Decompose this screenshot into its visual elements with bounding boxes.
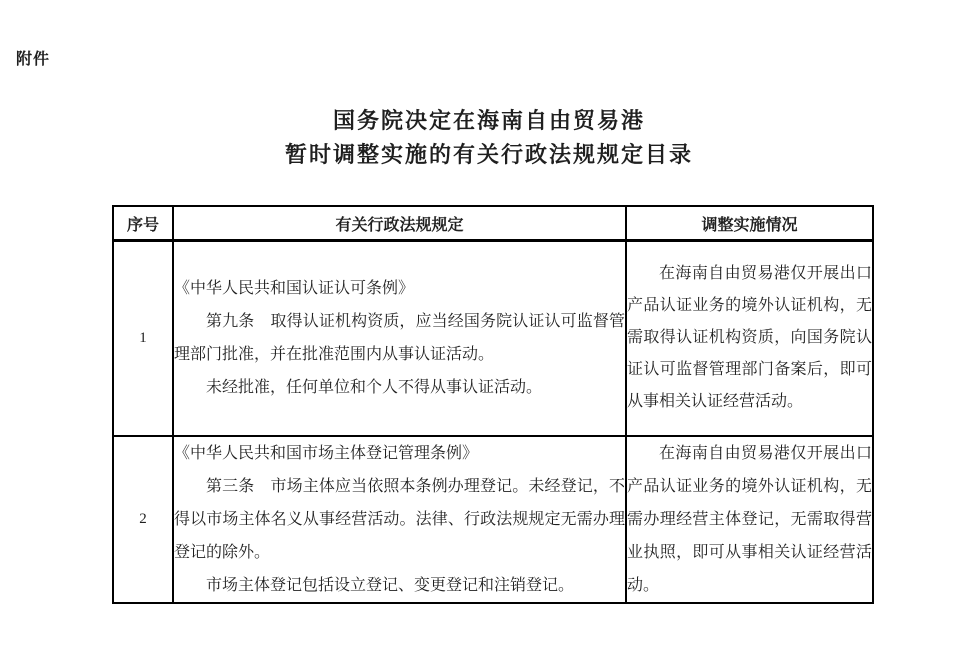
- row-1-adjustment-text: 在海南自由贸易港仅开展出口产品认证业务的境外认证机构，无需取得认证机构资质，向国务院认证认可监督管理部门备案后，即可从事相关认证经营活动。: [627, 265, 872, 411]
- row-2-regulation-cell: [173, 436, 626, 603]
- table-row-2: [113, 436, 873, 603]
- doc-title-line2: 暂时调整实施的有关行政法规规定目录: [284, 142, 693, 167]
- header-adjustment: 调整实施情况: [626, 206, 873, 241]
- row-1-law-paragraph: 未经批准，任何单位和个人不得从事认证活动。: [206, 379, 543, 397]
- table-header-row: [113, 206, 873, 241]
- row-2-number: 2: [113, 436, 173, 603]
- row-1-adjustment-cell: [626, 241, 873, 436]
- row-1-law-title: 《中华人民共和国认证认可条例》: [174, 280, 415, 298]
- table-row-1: [113, 241, 873, 436]
- header-regulation: 有关行政法规规定: [173, 206, 626, 241]
- row-2-adjustment-cell: [626, 436, 873, 603]
- row-2-law-paragraph: 市场主体登记包括设立登记、变更登记和注销登记。: [206, 576, 575, 594]
- row-1-number: 1: [113, 241, 173, 436]
- row-2-law-paragraph: 第三条 市场主体应当依照本条例办理登记。未经登记，不得以市场主体名义从事经营活动。法律、行政法规规定无需办理登记的除外。: [174, 477, 625, 561]
- row-1-law-paragraph: 第九条 取得认证机构资质，应当经国务院认证认可监督管理部门批准，并在批准范围内从事认证活动。: [174, 313, 625, 364]
- row-2-adjustment-text: 在海南自由贸易港仅开展出口产品认证业务的境外认证机构，无需办理经营主体登记，无需取得营业执照，即可从事相关认证经营活动。: [627, 444, 872, 594]
- row-2-law-title: 《中华人民共和国市场主体登记管理条例》: [174, 444, 479, 462]
- row-1-regulation-cell: [173, 241, 626, 436]
- attachment-label: 附件: [16, 51, 51, 68]
- doc-title-line1: 国务院决定在海南自由贸易港: [332, 108, 645, 133]
- regulations-table: [112, 205, 874, 604]
- doc-title: [0, 104, 978, 172]
- header-number: 序号: [113, 206, 173, 241]
